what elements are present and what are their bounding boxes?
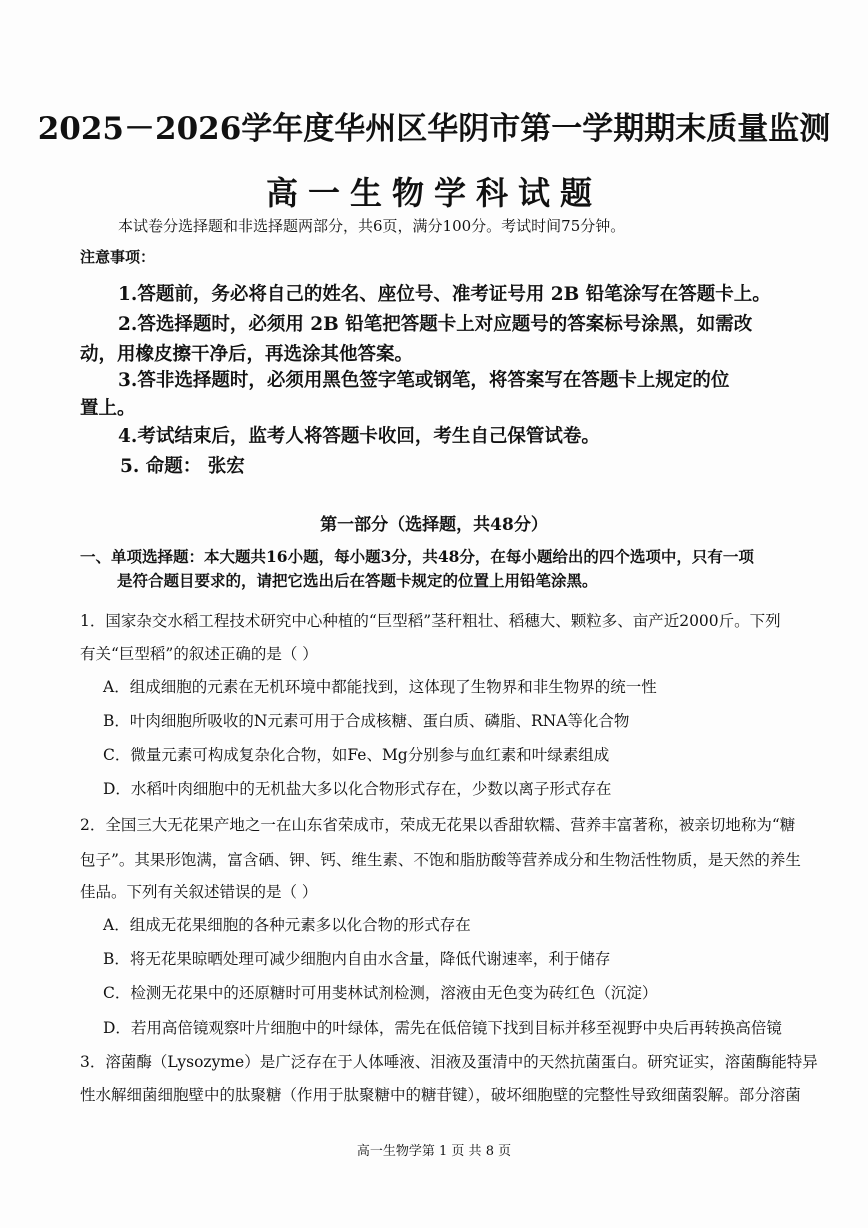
question-2-option-b: B．将无花果晾晒处理可减少细胞内自由水含量，降低代谢速率，利于储存 — [103, 950, 611, 968]
question-2-option-d: D．若用高倍镜观察叶片细胞中的叶绿体，需先在低倍镜下找到目标并移至视野中央后再转换高倍镜 — [103, 1019, 782, 1037]
notice-heading: 注意事项： — [80, 248, 156, 266]
question-2-option-a: A．组成无花果细胞的各种元素多以化合物的形式存在 — [103, 916, 471, 934]
notice-item-5: 5. 命题： 张宏 — [120, 456, 245, 477]
question-1-option-c: C．微量元素可构成复杂化合物，如Fe、Mg分别参与血红素和叶绿素组成 — [103, 746, 610, 764]
notice-item-4: 4.考试结束后，监考人将答题卡收回，考生自己保管试卷。 — [118, 426, 600, 447]
question-3-stem-line-1: 3．溶菌酶（Lysozyme）是广泛存在于人体唾液、泪液及蛋清中的天然抗菌蛋白。研究证实，溶菌酶能特异 — [80, 1053, 818, 1071]
question-2-stem-line-1: 2．全国三大无花果产地之一在山东省荣成市，荣成无花果以香甜软糯、营养丰富著称，被亲切地称为“糖 — [80, 816, 796, 834]
question-1-stem-line-2: 有关“巨型稻”的叙述正确的是（ ） — [80, 645, 318, 663]
exam-subtitle: 高一生物学科试题 — [265, 174, 602, 212]
question-1-option-a: A．组成细胞的元素在无机环境中都能找到，这体现了生物界和非生物界的统一性 — [103, 678, 657, 696]
question-2-stem-line-2: 包子”。其果形饱满，富含硒、钾、钙、维生素、不饱和脂肪酸等营养成分和生物活性物质，是天然的养生 — [80, 851, 801, 869]
section-instruction-line-2: 是符合题目要求的，请把它选出后在答题卡规定的位置上用铅笔涂黑。 — [117, 571, 598, 590]
notice-item-2-line-2: 动，用橡皮擦干净后，再选涂其他答案。 — [80, 344, 414, 365]
notice-item-1: 1.答题前，务必将自己的姓名、座位号、准考证号用 2B 铅笔涂写在答题卡上。 — [118, 284, 771, 305]
question-1-stem-line-1: 1．国家杂交水稻工程技术研究中心种植的“巨型稻”茎秆粗壮、稻穗大、颗粒多、亩产近2000斤。下列 — [80, 612, 781, 630]
question-1-option-b: B．叶肉细胞所吸收的N元素可用于合成核糖、蛋白质、磷脂、RNA等化合物 — [103, 712, 630, 730]
question-1-option-d: D．水稻叶肉细胞中的无机盐大多以化合物形式存在，少数以离子形式存在 — [103, 780, 612, 798]
exam-intro: 本试卷分选择题和非选择题两部分，共6页，满分100分。考试时间75分钟。 — [118, 217, 626, 235]
page-footer: 高一生物学第 1 页 共 8 页 — [356, 1144, 512, 1159]
notice-item-3-line-1: 3.答非选择题时，必须用黑色签字笔或钢笔，将答案写在答题卡上规定的位 — [118, 370, 730, 391]
question-2-stem-line-3: 佳品。下列有关叙述错误的是（ ） — [80, 883, 318, 901]
section-heading: 第一部分（选择题，共48分） — [320, 515, 548, 535]
notice-item-2-line-1: 2.答选择题时，必须用 2B 铅笔把答题卡上对应题号的答案标号涂黑，如需改 — [118, 314, 753, 335]
question-3-stem-line-2: 性水解细菌细胞壁中的肽聚糖（作用于肽聚糖中的糖苷键），破坏细胞壁的完整性导致细菌裂解。部分溶菌 — [80, 1086, 801, 1104]
notice-item-3-line-2: 置上。 — [80, 398, 136, 419]
exam-title: 2025－2026学年度华州区华阴市第一学期期末质量监测 — [37, 111, 831, 147]
question-2-option-c: C．检测无花果中的还原糖时可用斐林试剂检测，溶液由无色变为砖红色（沉淀） — [103, 984, 658, 1002]
section-instruction-line-1: 一、单项选择题：本大题共16小题，每小题3分，共48分，在每小题给出的四个选项中，只有一项 — [80, 547, 754, 566]
